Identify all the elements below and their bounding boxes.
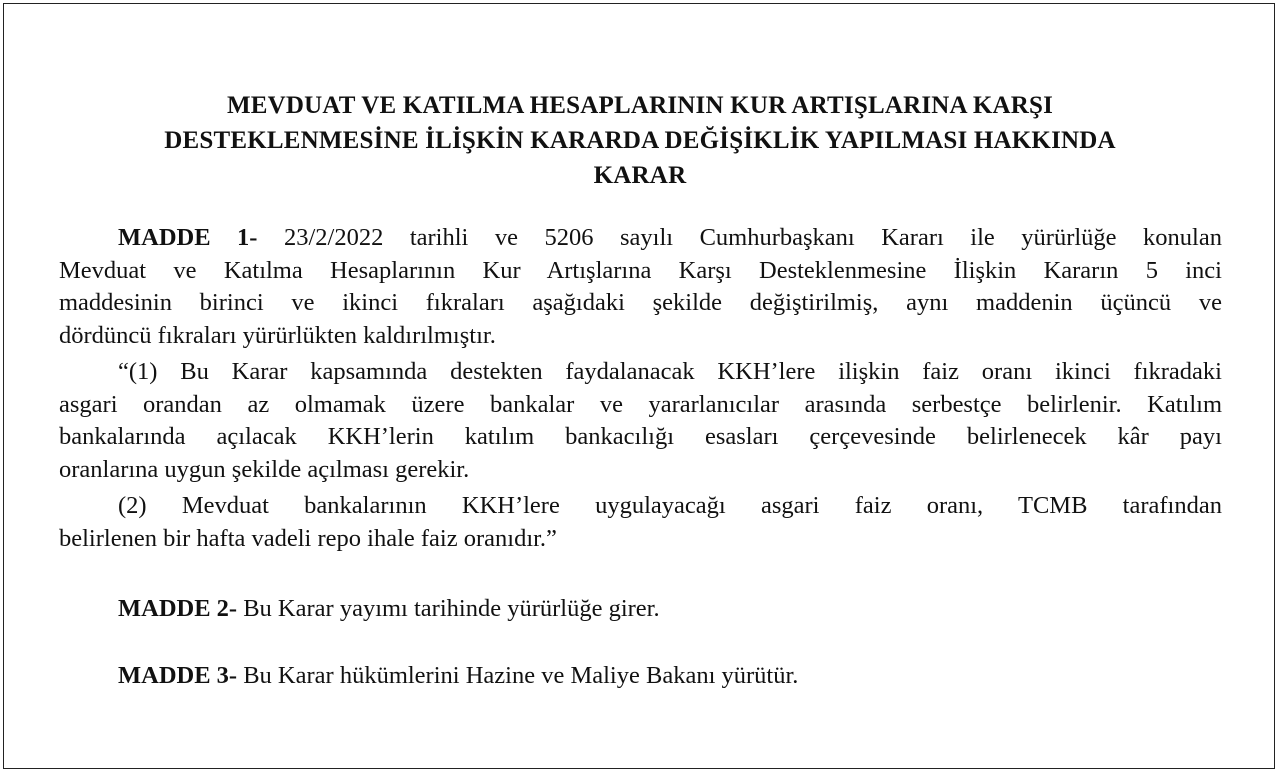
amended-paragraph-1-line-4: oranlarına uygun şekilde açılması gerekir. xyxy=(59,455,470,483)
article-1 xyxy=(59,222,1222,352)
title-line-2: DESTEKLENMESİNE İLİŞKİN KARARDA DEĞİŞİKLİK YAPILMASI HAKKINDA xyxy=(164,127,1116,154)
amended-paragraph-1-line-3: bankalarında açılacak KKH’lerin katılım bankacılığı esasları çerçevesinde belirlenecek kâr payı xyxy=(59,423,1222,451)
title-line-3: KARAR xyxy=(593,162,687,189)
article-2-text: Bu Karar yayımı tarihinde yürürlüğe girer. xyxy=(237,595,660,622)
amended-paragraph-2-line-2: belirlenen bir hafta vadeli repo ihale faiz oranıdır.” xyxy=(59,524,557,552)
article-1-line-1 xyxy=(59,222,1222,255)
amended-paragraph-2-line-1: (2) Mevduat bankalarının KKH’lere uygulayacağı asgari faiz oranı, TCMB tarafından xyxy=(118,492,1222,519)
article-3-label: MADDE 3- xyxy=(118,662,238,689)
article-1-text-1: 23/2/2022 tarihli ve 5206 sayılı Cumhurbaşkanı Kararı ile yürürlüğe konulan xyxy=(257,224,1222,251)
article-2 xyxy=(118,593,660,626)
amended-paragraph-1-line-1: “(1) Bu Karar kapsamında destekten faydalanacak KKH’lere ilişkin faiz oranı ikinci fıkradaki xyxy=(118,358,1222,385)
amended-paragraph-1 xyxy=(59,356,1222,486)
article-1-line-2: Mevduat ve Katılma Hesaplarının Kur Artışlarına Karşı Desteklenmesine İlişkin Kararın 5 inci xyxy=(59,256,1222,284)
article-1-line-3: maddesinin birinci ve ikinci fıkraları aşağıdaki şekilde değiştirilmiş, aynı maddenin üçüncü ve xyxy=(59,289,1222,317)
article-3-text: Bu Karar hükümlerini Hazine ve Maliye Bakanı yürütür. xyxy=(237,662,799,689)
article-1-label: MADDE 1- xyxy=(118,224,258,251)
amended-paragraph-1-line-2: asgari orandan az olmamak üzere bankalar ve yararlanıcılar arasında serbestçe belirlenir. Katılım xyxy=(59,390,1222,418)
article-2-label: MADDE 2- xyxy=(118,595,238,622)
document-title xyxy=(0,88,1280,193)
article-3 xyxy=(118,660,798,693)
title-line-1: MEVDUAT VE KATILMA HESAPLARININ KUR ARTIŞLARINA KARŞI xyxy=(226,92,1054,119)
article-1-line-4: dördüncü fıkraları yürürlükten kaldırılmıştır. xyxy=(59,321,496,349)
amended-paragraph-2 xyxy=(59,490,1222,555)
